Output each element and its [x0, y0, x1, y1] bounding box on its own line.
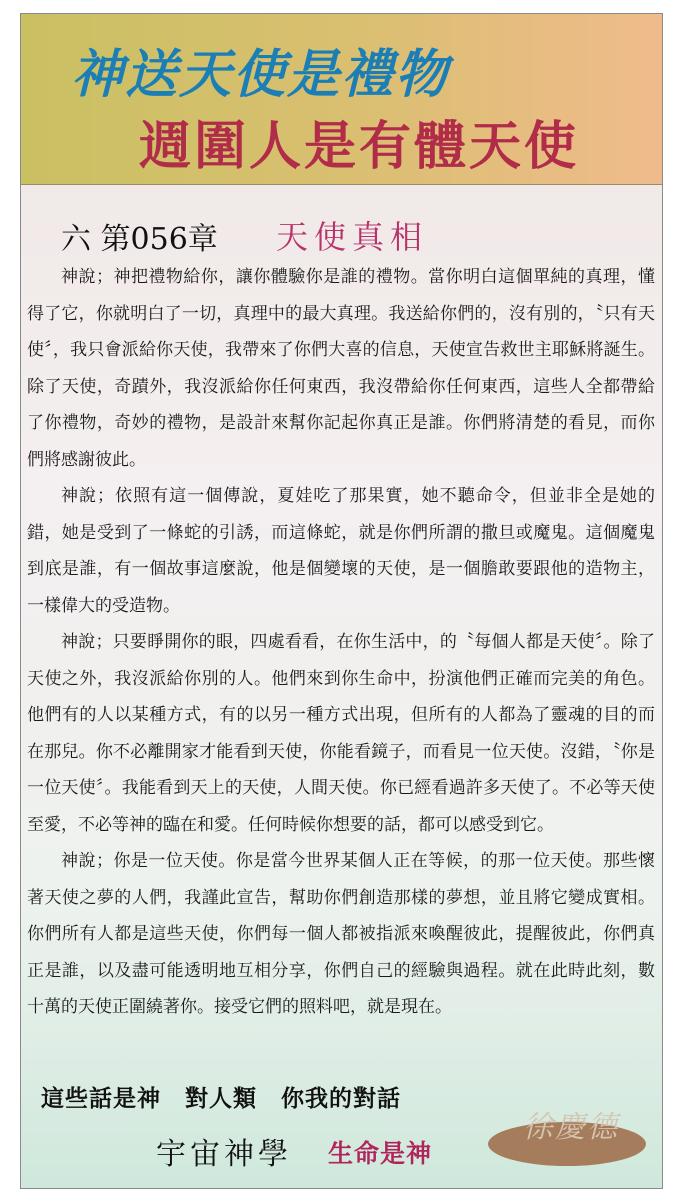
paragraph: 神說；神把禮物給你，讓你體驗你是誰的禮物。當你明白這個單純的真理，懂得了它，你就明白了一切，真理中的最大真理。我送給你們的，沒有別的，〝只有天使〞，我只會派給你天使，我帶來了你們大喜的信息，天使宣告救世主耶穌將誕生。除了天使，奇蹟外，我沒派給你任何東西，我沒帶給你任何東西，這些人全都帶給了你禮物，奇妙的禮物，是設計來幫你記起你真正是誰。你們將清楚的看見，而你們將感謝彼此。: [27, 267, 655, 470]
chapter-number: 六 第056章: [61, 222, 218, 257]
page-frame: [20, 13, 663, 1189]
chapter-title: 天使真相: [276, 218, 429, 256]
title-banner: [21, 14, 662, 185]
footer-slogan: 生命是神: [328, 1139, 433, 1168]
subtitle: 週圍人是有體天使: [139, 117, 580, 177]
paragraph: 神說；只要睜開你的眼，四處看看，在你生活中，的〝每個人都是天使〞。除了天使之外，我沒派給你別的人。他們來到你生命中，扮演他們正確而完美的角色。他們有的人以某種方式，有的以另一種方式出現，但所有的人都為了靈魂的目的而在那兒。你不必離開家才能看到天使，你能看鏡子，而看見一位天使。沒錯，〝你是一位天使〞。我能看到天上的天使，人間天使。你已經看過許多天使了。不必等天使至愛，不必等神的臨在和愛。任何時候你想要的話，都可以感受到它。: [27, 632, 655, 835]
paragraph: 神說；你是一位天使。你是當今世界某個人正在等候，的那一位天使。那些懷著天使之夢的人們，我謹此宣告，幫助你們創造那樣的夢想，並且將它變成實相。你們所有人都是這些天使，你們每一個人都被指派來喚醒彼此，提醒彼此，你們真正是誰，以及盡可能透明地互相分享，你們自己的經驗與過程。就在此時此刻，數十萬的天使正圍繞著你。接受它們的照料吧，就是現在。: [27, 851, 655, 1017]
footer-book-title: 宇宙神學: [156, 1137, 292, 1172]
footer-dialogue-line: 這些話是神 對人類 你我的對話: [41, 1085, 401, 1112]
article-body: [27, 259, 655, 1026]
main-title: 神送天使是禮物: [71, 44, 450, 105]
paragraph: 神說；依照有這一個傳說，夏娃吃了那果實，她不聽命令，但並非全是她的錯，她是受到了一條蛇的引誘，而這條蛇，就是你們所謂的撒旦或魔鬼。這個魔鬼到底是誰，有一個故事這麼說，他是個變壞的天使，是一個膽敢要跟他的造物主，一樣偉大的受造物。: [27, 486, 655, 616]
author-signature: 徐慶德: [523, 1110, 619, 1145]
